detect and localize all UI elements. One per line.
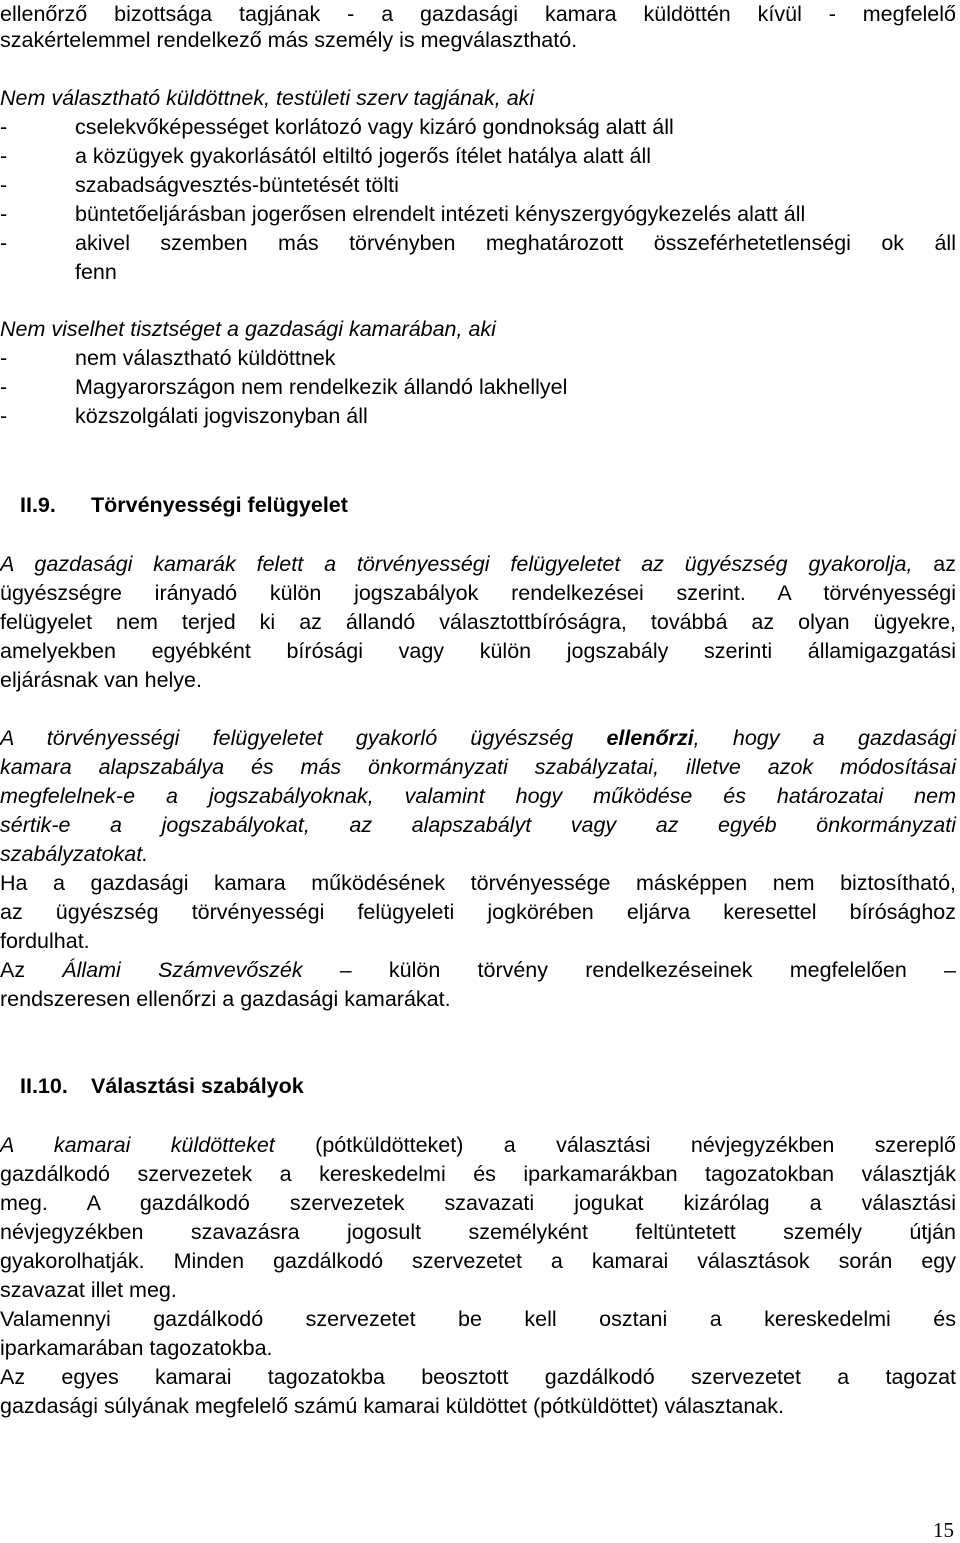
italic-text: A gazdasági kamarák felett a törvényességi felügyeletet az ügyészség gyakorolja, — [0, 552, 913, 576]
list-item: Magyarországon nem rendelkezik állandó lakhellyel — [75, 375, 568, 399]
paragraph-line: fordulhat. — [0, 929, 90, 953]
list-bullet: - — [0, 173, 8, 197]
paragraph-line: gazdasági súlyának megfelelő számú kamarai küldöttet (pótküldöttet) választanak. — [0, 1394, 784, 1418]
italic-text: A kamarai küldötteket — [0, 1133, 275, 1157]
paragraph-line — [0, 1131, 956, 1160]
list-intro: Nem viselhet tisztséget a gazdasági kamarában, aki — [0, 317, 496, 341]
list-bullet: - — [0, 202, 8, 226]
paragraph-line: meg. A gazdálkodó szervezetek szavazati jogukat kizárólag a választási — [0, 1191, 956, 1215]
paragraph-line: az ügyészség törvényességi felügyeleti jogkörében eljárva keresettel bírósághoz — [0, 900, 956, 924]
paragraph-line: szabályzatokat. — [0, 842, 149, 866]
paragraph-line: sértik-e a jogszabályokat, az alapszabályt vagy az egyéb önkormányzati — [0, 813, 956, 837]
section-title: Választási szabályok — [91, 1074, 304, 1098]
page-number: 15 — [933, 1518, 954, 1542]
list-item: fenn — [75, 260, 117, 284]
paragraph-line: rendszeresen ellenőrzi a gazdasági kamarákat. — [0, 987, 451, 1011]
list-bullet: - — [0, 231, 8, 255]
list-bullet: - — [0, 375, 8, 399]
paragraph-line: kamara alapszabálya és más önkormányzati szabályzatai, illetve azok módosításai — [0, 755, 956, 779]
paragraph-line: iparkamarában tagozatokba. — [0, 1336, 273, 1360]
section-number: II.9. — [20, 493, 56, 517]
list-bullet: - — [0, 115, 8, 139]
list-item: a közügyek gyakorlásától eltiltó jogerős ítélet hatálya alatt áll — [75, 144, 652, 168]
paragraph-line: ügyészségre irányadó külön jogszabályok rendelkezései szerint. A törvényességi — [0, 581, 956, 605]
list-bullet: - — [0, 144, 8, 168]
list-intro: Nem választható küldöttnek, testületi szerv tagjának, aki — [0, 86, 535, 110]
paragraph-line: amelyekben egyébként bírósági vagy külön jogszabály szerinti államigazgatási — [0, 639, 956, 663]
paragraph-line: ellenőrző bizottsága tagjának - a gazdasági kamara küldöttén kívül - megfelelő — [0, 2, 956, 26]
italic-text: Állami Számvevőszék — [62, 958, 303, 982]
paragraph-line: Az egyes kamarai tagozatokba beosztott gazdálkodó szervezetet a tagozat — [0, 1365, 956, 1389]
text-span: – külön törvény rendelkezéseinek megfelelően – — [302, 958, 956, 982]
list-bullet: - — [0, 404, 8, 428]
paragraph-line — [0, 724, 956, 753]
paragraph-line: gyakorolhatják. Minden gazdálkodó szervezetet a kamarai választások során egy — [0, 1249, 956, 1273]
paragraph-line — [0, 550, 956, 579]
bold-text: ellenőrzi — [606, 726, 694, 750]
paragraph-line: gazdálkodó szervezetek a kereskedelmi és iparkamarákban tagozatokban választják — [0, 1162, 956, 1186]
list-item: közszolgálati jogviszonyban áll — [75, 404, 368, 428]
section-title: Törvényességi felügyelet — [91, 493, 348, 517]
text-span: az — [912, 552, 956, 576]
list-item: büntetőeljárásban jogerősen elrendelt intézeti kényszergyógykezelés alatt áll — [75, 202, 806, 226]
list-item: szabadságvesztés-büntetését tölti — [75, 173, 399, 197]
paragraph-line: megfelelnek-e a jogszabályoknak, valamint hogy működése és határozatai nem — [0, 784, 956, 808]
paragraph-line: Valamennyi gazdálkodó szervezetet be kell osztani a kereskedelmi és — [0, 1307, 956, 1331]
paragraph-line: felügyelet nem terjed ki az állandó választottbíróságra, továbbá az olyan ügyekre, — [0, 610, 956, 634]
paragraph-line: eljárásnak van helye. — [0, 668, 202, 692]
list-bullet: - — [0, 346, 8, 370]
text-span: A törvényességi felügyeletet gyakorló ügyészség — [0, 726, 607, 750]
paragraph-line: szavazat illet meg. — [0, 1278, 177, 1302]
paragraph-line: Ha a gazdasági kamara működésének törvényessége másképpen nem biztosítható, — [0, 871, 956, 895]
list-item: cselekvőképességet korlátozó vagy kizáró gondnokság alatt áll — [75, 115, 674, 139]
text-span: (pótküldötteket) a választási névjegyzékben szereplő — [274, 1133, 956, 1157]
text-span: , hogy a gazdasági — [693, 726, 956, 750]
paragraph-line — [0, 956, 956, 985]
list-item: akivel szemben más törvényben meghatározott összeférhetetlenségi ok áll — [75, 231, 956, 255]
paragraph-line: névjegyzékben szavazásra jogosult személyként feltüntetett személy útján — [0, 1220, 956, 1244]
text-span: Az — [0, 958, 63, 982]
section-number: II.10. — [20, 1074, 68, 1098]
list-item: nem választható küldöttnek — [75, 346, 336, 370]
paragraph-line: szakértelemmel rendelkező más személy is megválasztható. — [0, 28, 578, 52]
